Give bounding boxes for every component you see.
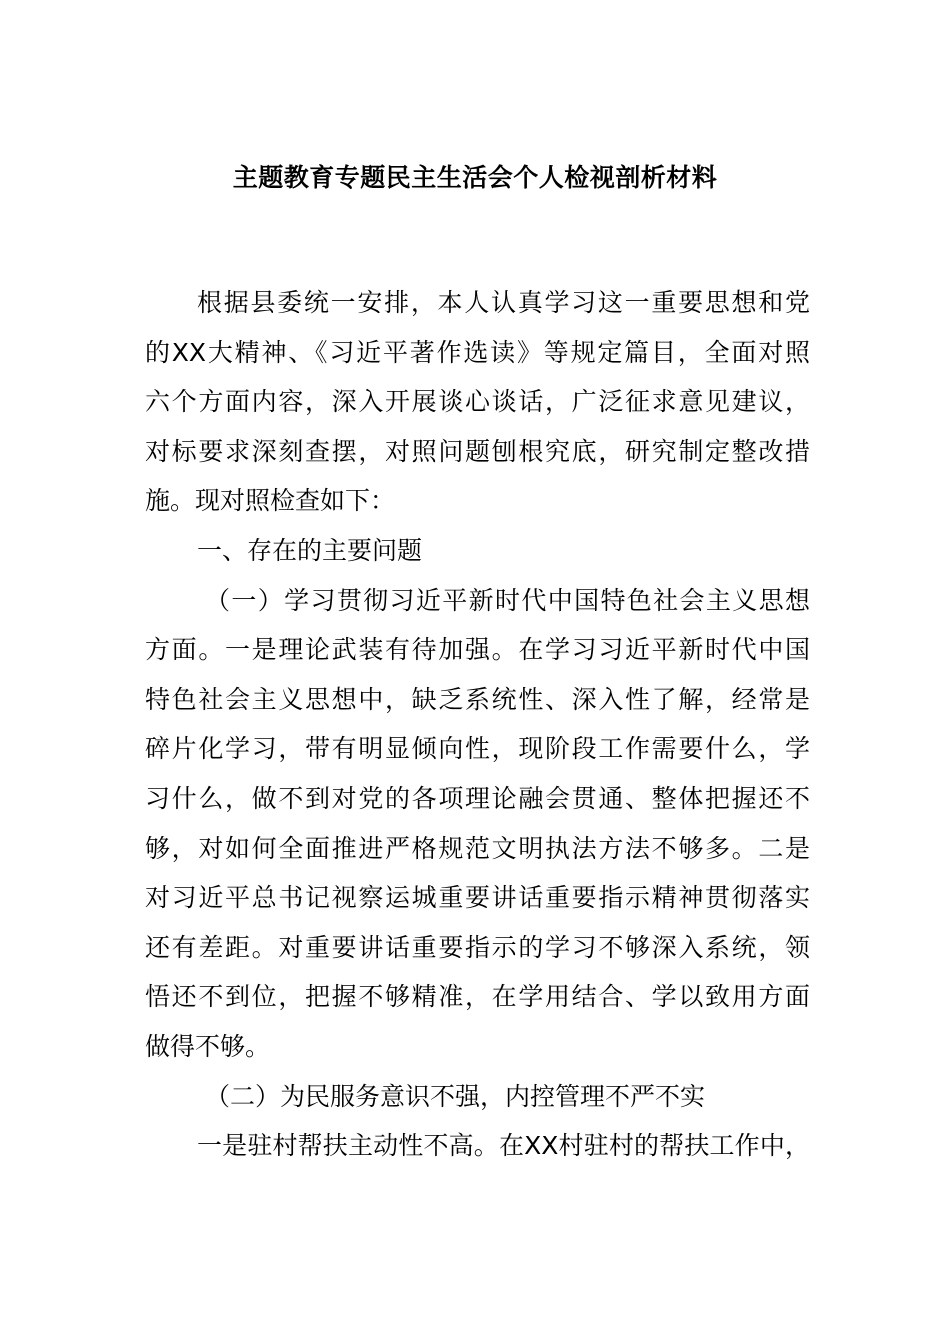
subsection-heading: （一）学习贯彻习近平新时代中国特色社会主义思想 [205,585,810,615]
paragraph-line: 根据县委统一安排，本人认真学习这一重要思想和党 [197,288,810,317]
paragraph-line: 做得不够。 [145,1031,271,1061]
paragraph-line: 六个方面内容，深入开展谈心谈话，广泛征求意见建议， [145,387,810,417]
paragraph-line: 方面。一是理论武装有待加强。在学习习近平新时代中国 [145,635,810,665]
document-body [145,283,810,1176]
paragraph-line: 的XX大精神、《习近平著作选读》等规定篇目，全面对照 [145,337,810,367]
paragraph-line: 施。现对照检查如下： [145,486,396,516]
paragraph-line: 够，对如何全面推进严格规范文明执法方法不够多。二是 [145,833,810,863]
paragraph-line: 对标要求深刻查摆，对照问题刨根究底，研究制定整改措 [145,436,810,466]
paragraph-line: 还有差距。对重要讲话重要指示的学习不够深入系统，领 [145,932,810,962]
paragraph-line: 悟还不到位，把握不够精准，在学用结合、学以致用方面 [145,982,810,1012]
paragraph-line: 习什么，做不到对党的各项理论融会贯通、整体把握还不 [145,783,810,813]
paragraph-line: 对习近平总书记视察运城重要讲话重要指示精神贯彻落实 [145,883,810,913]
document-title: 主题教育专题民主生活会个人检视剖析材料 [232,163,718,192]
paragraph-line: 一是驻村帮扶主动性不高。在XX村驻村的帮扶工作中， [197,1131,810,1161]
paragraph-line: 特色社会主义思想中，缺乏系统性、深入性了解，经常是 [145,684,810,714]
paragraph-line: 碎片化学习，带有明显倾向性，现阶段工作需要什么，学 [145,734,810,764]
subsection-heading: （二）为民服务意识不强，内控管理不严不实 [205,1081,706,1111]
section-heading: 一、存在的主要问题 [197,535,423,565]
